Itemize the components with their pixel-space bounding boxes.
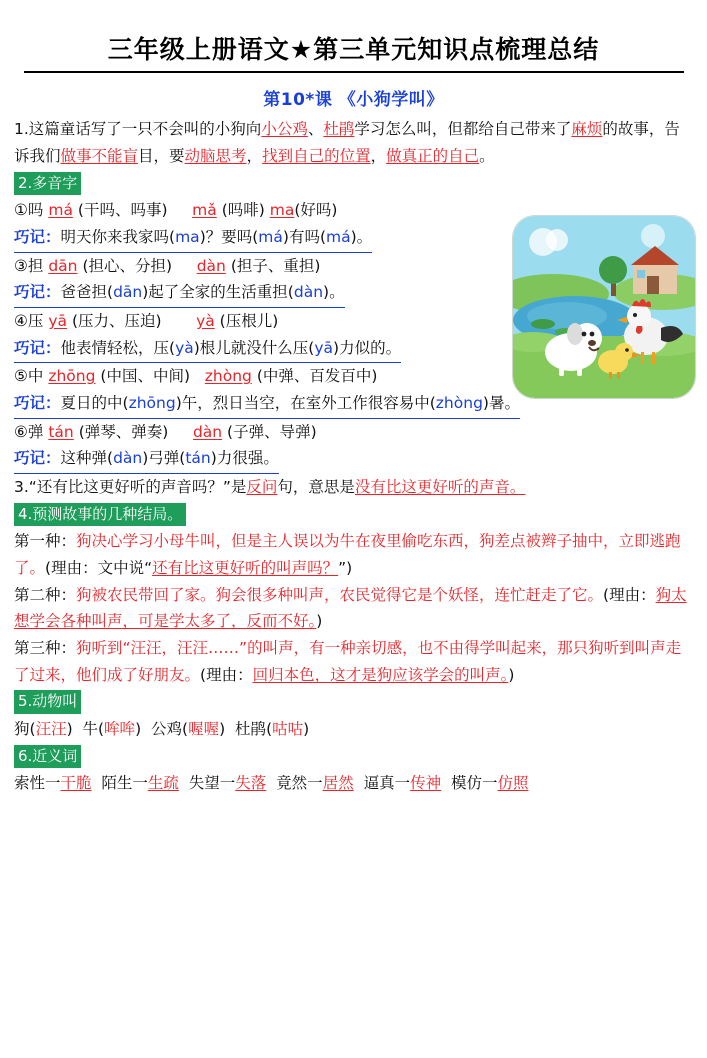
polyphone-1-mnemonic <box>14 224 514 253</box>
section-4-heading <box>14 501 693 529</box>
section-4-tag: 4.预测故事的几种结局。 <box>14 503 186 527</box>
polyphone-2-words-b: (担子、重担) <box>230 256 321 275</box>
section-1 <box>14 116 692 169</box>
section-5-heading <box>14 688 693 716</box>
polyphone-2-mnemonic <box>14 279 514 308</box>
synonym-2-word: 陌生一 <box>101 774 148 793</box>
section-1-highlight-1: 小公鸡 <box>261 120 308 139</box>
polyphone-5-mnemonic-label: 巧记： <box>14 449 61 468</box>
polyphone-4-marker: ⑤中 <box>14 367 44 386</box>
section-1-highlight-5: 动脑思考 <box>184 146 247 165</box>
page-title: 三年级上册语文★第三单元知识点梳理总结 <box>24 34 684 73</box>
animal-3-rb: ) <box>219 719 226 738</box>
polyphone-item-2 <box>14 253 514 280</box>
ending-2-red-1: 狗被农民带回了家。狗会很多种叫声，农民觉得它是个妖怪，连忙赶走了它。 <box>76 585 604 604</box>
animal-4-sound: 咕咕 <box>272 719 304 738</box>
ending-1-tail: ”) <box>338 558 353 577</box>
ending-1-red-2: 还有比这更好听的叫声吗？ <box>152 558 339 577</box>
polyphone-4-mnemonic-t1: 夏日的中( <box>60 393 129 412</box>
ending-2-tail: ) <box>316 612 323 631</box>
polyphone-1-words-a: (干吗、吗事) <box>77 201 168 220</box>
section-3-highlight-1: 反问 <box>246 477 278 496</box>
section-5-tag: 5.动物叫 <box>14 690 81 714</box>
ending-1-black: (理由：文中说“ <box>45 558 153 577</box>
section-6-tag: 6.近义词 <box>14 745 81 769</box>
section-2-tag: 2.多音字 <box>14 172 81 196</box>
animal-1-sound: 汪汪 <box>35 719 67 738</box>
polyphone-1-mnemonic-t3: )有吗( <box>282 227 327 246</box>
animal-4-lb: ( <box>266 719 273 738</box>
polyphone-3-pinyin-a: yā <box>48 311 68 330</box>
animal-2-name: 牛 <box>82 719 99 738</box>
polyphone-5-mnemonic-t3: )力很强。 <box>210 449 279 468</box>
synonym-5-word: 逼真一 <box>363 774 411 793</box>
polyphone-3-mnemonic <box>14 335 514 364</box>
polyphone-2-words-a: (担心、分担) <box>82 256 173 275</box>
synonym-4-word: 竟然一 <box>276 774 323 793</box>
polyphone-1-mnemonic-t4: )。 <box>350 227 373 246</box>
polyphone-5-mnemonic-p2: tán <box>185 449 211 468</box>
ending-2-red-2: 狗太想学会各种叫声，可是学太多了，反而不好。 <box>14 585 687 631</box>
polyphone-4-mnemonic-label: 巧记： <box>14 393 61 412</box>
polyphone-4-mnemonic-p2: zhòng <box>435 393 483 412</box>
ending-3-red-2: 回归本色，这才是狗应该学会的叫声。 <box>252 665 509 684</box>
polyphone-2-mnemonic-p2: dàn <box>293 283 324 302</box>
polyphone-5-pinyin-a: tán <box>48 422 74 441</box>
synonyms-row <box>14 770 693 797</box>
polyphone-1-mnemonic-label: 巧记： <box>14 227 61 246</box>
section-1-highlight-6: 找到自己的位置 <box>262 146 371 165</box>
animal-1-rb: ) <box>66 719 73 738</box>
polyphone-2-mnemonic-t3: )。 <box>323 283 345 302</box>
polyphone-3-mnemonic-p1: yà <box>175 338 194 357</box>
ending-2-black: (理由： <box>603 585 656 604</box>
polyphone-1-words-c: (好吗) <box>294 201 338 220</box>
synonym-4-value: 居然 <box>322 774 354 793</box>
polyphone-item-5 <box>14 419 693 446</box>
polyphone-1-words-b: (吗啡) <box>221 201 265 220</box>
synonym-1-word: 索性一 <box>14 774 61 793</box>
synonym-6-value: 仿照 <box>497 774 529 793</box>
polyphone-1-mnemonic-p2: má <box>258 227 283 246</box>
section-3-text-1: 3.“还有比这更好听的声音吗？”是 <box>14 477 247 496</box>
section-1-text-1: 这篇童话写了一只不会叫的小狗向 <box>28 120 262 139</box>
synonym-6-word: 模仿一 <box>450 774 498 793</box>
polyphone-item-3 <box>14 308 514 335</box>
ending-3-red-1: 狗听到“汪汪，汪汪……”的叫声，有一种亲切感，也不由得学叫起来，那只狗听到叫声走了过来，他们成了好朋友。 <box>14 638 682 684</box>
polyphone-4-mnemonic <box>14 390 693 419</box>
section-1-number: 1. <box>14 120 29 139</box>
ending-3-tail: ) <box>508 665 515 684</box>
polyphone-item-1 <box>14 197 514 224</box>
polyphone-5-mnemonic-t2: )弓弹( <box>142 449 186 468</box>
polyphone-3-pinyin-b: yà <box>196 311 215 330</box>
polyphone-3-words-b: (压根儿) <box>219 311 279 330</box>
polyphone-1-mnemonic-t2: )？要吗( <box>199 227 259 246</box>
polyphone-5-words-b: (子弹、导弹) <box>227 422 317 441</box>
ending-item-1 <box>14 528 693 581</box>
polyphone-2-marker: ③担 <box>14 256 44 275</box>
ending-1-red-1: 狗决心学习小母牛叫，但是主人误以为牛在夜里偷吃东西，狗差点被辫子抽中，立即逃跑了。 <box>14 532 681 577</box>
ending-2-label: 第二种： <box>14 585 77 604</box>
section-3 <box>14 474 693 501</box>
section-6-heading <box>14 743 693 771</box>
polyphone-1-pinyin-b: mǎ <box>192 201 217 220</box>
polyphone-3-words-a: (压力、压迫) <box>71 311 162 330</box>
polyphone-3-mnemonic-t2: )根儿就没什么压( <box>193 338 315 357</box>
section-1-highlight-7: 做真正的自己 <box>386 146 480 165</box>
polyphone-4-words-a: (中国、中间) <box>100 367 190 386</box>
animal-sounds-row <box>14 716 693 743</box>
polyphone-5-pinyin-b: dàn <box>192 422 223 441</box>
polyphone-1-pinyin-c: ma <box>269 201 295 220</box>
section-1-text-2: 、 <box>307 120 324 139</box>
synonym-5-value: 传神 <box>410 774 442 793</box>
polyphone-5-mnemonic-t1: 这种弹( <box>60 449 114 468</box>
polyphone-5-marker: ⑥弹 <box>14 422 44 441</box>
section-1-text-7: ， <box>370 146 387 165</box>
polyphone-1-mnemonic-t1: 明天你来我家吗( <box>60 227 176 246</box>
animal-3-sound: 喔喔 <box>188 719 220 738</box>
synonym-3-word: 失望一 <box>188 774 236 793</box>
synonym-2-value: 生疏 <box>147 774 179 793</box>
polyphone-2-pinyin-a: dān <box>48 256 78 275</box>
polyphone-1-marker: ①吗 <box>14 201 44 220</box>
polyphone-3-marker: ④压 <box>14 311 44 330</box>
polyphone-3-mnemonic-t1: 他表情轻松，压( <box>60 338 176 357</box>
section-1-text-5: 目，要 <box>138 146 185 165</box>
ending-item-3 <box>14 635 693 688</box>
animal-3-lb: ( <box>182 719 189 738</box>
section-1-highlight-3: 麻烦 <box>571 120 603 139</box>
lesson-subtitle: 第10*课 《小狗学叫》 <box>263 90 444 111</box>
animal-4-rb: ) <box>303 719 310 738</box>
polyphone-5-words-a: (弹琴、弹奏) <box>78 422 169 441</box>
animal-2-rb: ) <box>135 719 142 738</box>
polyphone-4-mnemonic-p1: zhōng <box>128 393 176 412</box>
synonym-1-value: 干脆 <box>60 774 92 793</box>
polyphone-2-mnemonic-label: 巧记： <box>14 283 61 302</box>
worksheet-page <box>0 34 707 1058</box>
polyphone-4-mnemonic-t3: )暑。 <box>482 393 520 412</box>
animal-3-name: 公鸡 <box>151 719 183 738</box>
polyphone-3-mnemonic-t3: )力似的。 <box>333 338 402 357</box>
polyphone-4-pinyin-b: zhòng <box>204 367 252 386</box>
section-1-text-4: 的故事，告诉我们 <box>14 120 680 165</box>
polyphone-4-words-b: (中弹、百发百中) <box>256 367 378 386</box>
animal-1-lb: ( <box>29 719 36 738</box>
polyphone-5-mnemonic-p1: dàn <box>113 449 143 468</box>
section-1-highlight-4: 做事不能盲 <box>60 146 139 165</box>
section-3-text-2: 句，意思是 <box>277 477 355 496</box>
polyphone-2-mnemonic-t1: 爸爸担( <box>60 283 114 302</box>
polyphone-2-mnemonic-p1: dān <box>113 283 143 302</box>
section-1-text-6: ， <box>246 146 263 165</box>
section-1-text-3: 学习怎么叫，但都给自己带来了 <box>354 120 572 139</box>
animal-2-sound: 哞哞 <box>104 719 136 738</box>
synonym-3-value: 失落 <box>235 774 267 793</box>
section-1-text-8: 。 <box>479 146 495 165</box>
polyphone-4-mnemonic-t2: )午，烈日当空，在室外工作很容易中( <box>175 393 436 412</box>
ending-item-2 <box>14 582 693 635</box>
ending-3-label: 第三种： <box>14 638 77 657</box>
polyphone-1-mnemonic-p3: má <box>326 227 351 246</box>
polyphone-3-mnemonic-p2: yā <box>314 338 334 357</box>
polyphone-3-mnemonic-label: 巧记： <box>14 338 61 357</box>
polyphone-5-mnemonic <box>14 445 693 474</box>
ending-1-label: 第一种： <box>14 532 77 551</box>
animal-2-lb: ( <box>98 719 105 738</box>
ending-3-black: (理由： <box>200 665 253 684</box>
polyphone-1-pinyin-a: má <box>48 201 73 220</box>
polyphone-item-4 <box>14 363 693 390</box>
polyphone-2-mnemonic-t2: )起了全家的生活重担( <box>142 283 294 302</box>
polyphone-1-mnemonic-p1: ma <box>175 227 200 246</box>
polyphone-4-pinyin-a: zhōng <box>48 367 96 386</box>
animal-4-name: 杜鹃 <box>235 719 267 738</box>
polyphone-2-pinyin-b: dàn <box>196 256 226 275</box>
animal-1-name: 狗 <box>14 719 30 738</box>
section-3-highlight-2: 没有比这更好听的声音。 <box>354 477 526 496</box>
section-1-highlight-2: 杜鹃 <box>323 120 355 139</box>
lesson-content <box>14 116 693 797</box>
section-2-heading <box>14 170 514 198</box>
